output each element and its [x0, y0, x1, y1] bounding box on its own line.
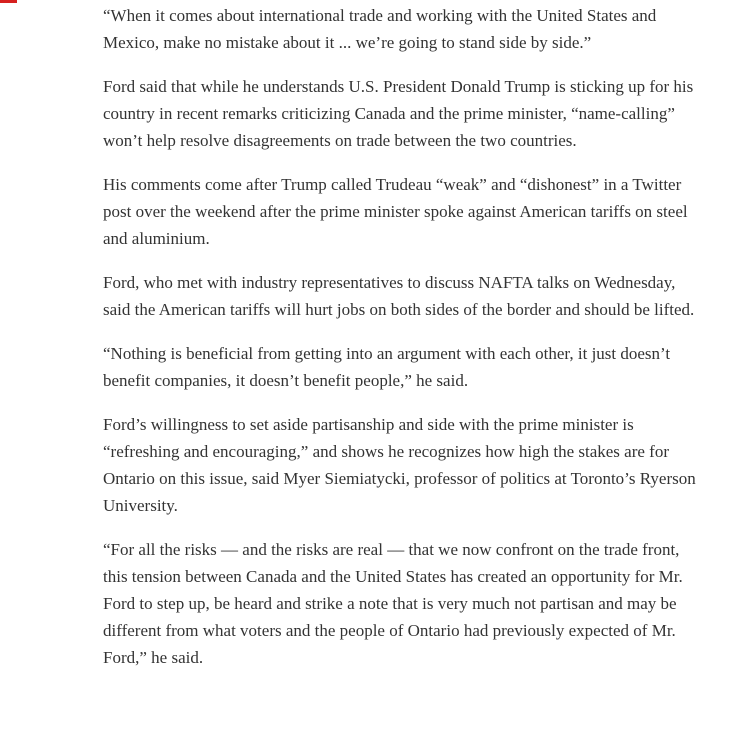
article-paragraph: Ford, who met with industry representatives to discuss NAFTA talks on Wednesday, said the American tariffs will hurt jobs on both sides of the border and should be lifted.: [103, 273, 695, 319]
accent-bar: [0, 0, 17, 3]
article-paragraph: Ford said that while he understands U.S. President Donald Trump is sticking up for his country in recent remarks criticizing Canada and the prime minister, “name-calling” won’t help resolve disagreements on trade between the two countries.: [103, 77, 694, 150]
article-paragraph: “For all the risks — and the risks are real — that we now confront on the trade front, this tension between Canada and the United States has created an opportunity for Mr. Ford to step up, be heard and strike a note that is very much not partisan and may be different from what voters and the people of Ontario had previously expected of Mr. Ford,” he said.: [103, 540, 683, 667]
article-paragraph: His comments come after Trump called Trudeau “weak” and “dishonest” in a Twitter post over the weekend after the prime minister spoke against American tariffs on steel and aluminium.: [103, 175, 688, 248]
article-paragraph: “When it comes about international trade and working with the United States and Mexico, make no mistake about it ... we’re going to stand side by side.”: [103, 6, 657, 52]
article-paragraph: “Nothing is beneficial from getting into an argument with each other, it just doesn’t benefit companies, it doesn’t benefit people,” he said.: [103, 344, 671, 390]
article-body: [103, 2, 703, 688]
article-paragraph: Ford’s willingness to set aside partisanship and side with the prime minister is “refreshing and encouraging,” and shows he recognizes how high the stakes are for Ontario on this issue, said Myer Siemiatycki, professor of politics at Toronto’s Ryerson University.: [103, 415, 696, 515]
